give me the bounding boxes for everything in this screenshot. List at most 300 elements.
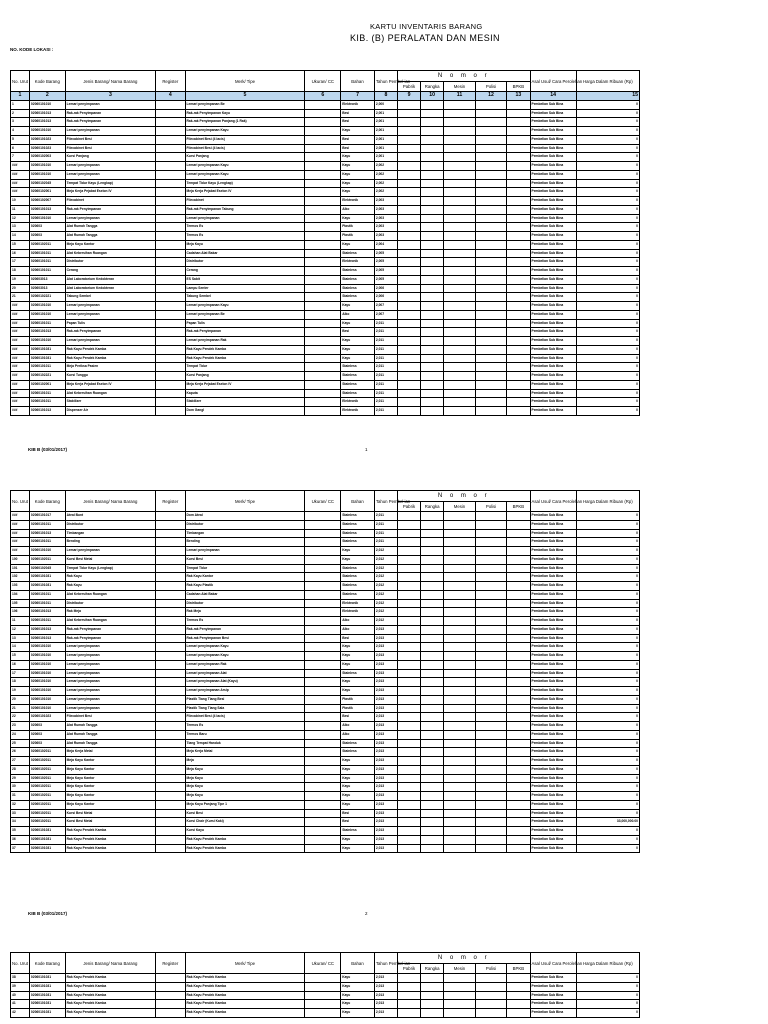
cell-harga: 0 bbox=[576, 407, 639, 416]
cell-bahan: Stainless bbox=[341, 275, 375, 284]
cell-rangka bbox=[421, 991, 444, 1000]
cell-rangka bbox=[421, 547, 444, 556]
cell-harga: 0 bbox=[576, 974, 639, 983]
cell-bahan: Besi bbox=[341, 818, 375, 827]
cell-asal: Pembelian Sub Bina bbox=[530, 214, 576, 223]
table-row bbox=[11, 337, 640, 346]
cell-kode: 02060102011 bbox=[29, 792, 65, 801]
cell-jenis: Filecabinet bbox=[65, 197, 155, 206]
cell-polisi bbox=[475, 214, 507, 223]
cell-jenis: Lemari penyimpanan bbox=[65, 100, 155, 109]
cell-merk: Rak Meja bbox=[185, 608, 305, 617]
table-row bbox=[11, 512, 640, 521]
cell-ukuran bbox=[305, 643, 341, 652]
cell-rangka bbox=[421, 284, 444, 293]
cell-polisi bbox=[475, 529, 507, 538]
cell-bpkb bbox=[507, 704, 530, 713]
column-number: 14 bbox=[530, 92, 576, 101]
cell-tahun: 2,006 bbox=[374, 284, 397, 293]
cell-merk: Rak Kayu Kantor bbox=[185, 573, 305, 582]
cell-tahun: 2,011 bbox=[374, 407, 397, 416]
cell-rangka bbox=[421, 144, 444, 153]
cell-jenis: Lemari penyimpanan bbox=[65, 695, 155, 704]
cell-bahan: Kayu bbox=[341, 643, 375, 652]
table-row bbox=[11, 275, 640, 284]
col-merk-tipe: Merk/ Tipe bbox=[185, 491, 305, 512]
cell-kode: 02060101010 bbox=[29, 547, 65, 556]
table-row bbox=[11, 100, 640, 109]
cell-ukuran bbox=[305, 617, 341, 626]
cell-kode: 02060102011 bbox=[29, 748, 65, 757]
cell-no: 3 bbox=[11, 118, 30, 127]
cell-harga: 0 bbox=[576, 153, 639, 162]
cell-ukuran bbox=[305, 205, 341, 214]
cell-pabrik bbox=[397, 652, 420, 661]
cell-rangka bbox=[421, 783, 444, 792]
cell-polisi bbox=[475, 573, 507, 582]
cell-no: 20 bbox=[11, 695, 30, 704]
cell-no: 14 bbox=[11, 643, 30, 652]
cell-rangka bbox=[421, 398, 444, 407]
cell-tahun: 2,013 bbox=[374, 730, 397, 739]
column-number: 6 bbox=[305, 92, 341, 101]
cell-bpkb bbox=[507, 792, 530, 801]
cell-bpkb bbox=[507, 669, 530, 678]
cell-no: 1 bbox=[11, 100, 30, 109]
cell-ukuran bbox=[305, 214, 341, 223]
cell-tahun: 2,002 bbox=[374, 170, 397, 179]
cell-polisi bbox=[475, 293, 507, 302]
cell-pabrik bbox=[397, 835, 420, 844]
cell-rangka bbox=[421, 617, 444, 626]
col-polisi: Polisi bbox=[475, 82, 507, 92]
cell-bpkb bbox=[507, 643, 530, 652]
cell-register bbox=[156, 809, 185, 818]
page-footer-code: KIB B (03/01/2017) bbox=[28, 911, 68, 916]
cell-tahun: 2,002 bbox=[374, 162, 397, 171]
cell-mesin bbox=[444, 555, 476, 564]
cell-register bbox=[156, 739, 185, 748]
cell-asal: Pembelian Sub Bina bbox=[530, 713, 576, 722]
cell-bahan: Stainless bbox=[341, 827, 375, 836]
cell-harga: 0 bbox=[576, 678, 639, 687]
cell-rangka bbox=[421, 214, 444, 223]
cell-polisi bbox=[475, 538, 507, 547]
cell-bpkb bbox=[507, 284, 530, 293]
cell-tahun: 2,012 bbox=[374, 582, 397, 591]
cell-jenis: Lemari penyimpanan bbox=[65, 678, 155, 687]
cell-pabrik bbox=[397, 144, 420, 153]
cell-rangka bbox=[421, 127, 444, 136]
cell-rangka bbox=[421, 608, 444, 617]
cell-harga: 0 bbox=[576, 765, 639, 774]
cell-ukuran bbox=[305, 118, 341, 127]
cell-jenis: Alat Rumah Tangga bbox=[65, 223, 155, 232]
cell-polisi bbox=[475, 337, 507, 346]
cell-jenis: Meja Kayu Kantor bbox=[65, 800, 155, 809]
table-row bbox=[11, 293, 640, 302]
kode-lokasi-label: NO. KODE LOKASI : bbox=[10, 47, 54, 52]
cell-register bbox=[156, 547, 185, 556]
cell-mesin bbox=[444, 328, 476, 337]
cell-jenis: Distributor bbox=[65, 258, 155, 267]
cell-tahun: 2,012 bbox=[374, 599, 397, 608]
cell-mesin bbox=[444, 188, 476, 197]
cell-no: 25 bbox=[11, 739, 30, 748]
table-row bbox=[11, 687, 640, 696]
cell-kode: 02060102011 bbox=[29, 818, 65, 827]
cell-polisi bbox=[475, 258, 507, 267]
cell-mesin bbox=[444, 127, 476, 136]
cell-no: 21 bbox=[11, 293, 30, 302]
cell-no: 18 bbox=[11, 678, 30, 687]
cell-no: 11 bbox=[11, 617, 30, 626]
cell-bpkb bbox=[507, 748, 530, 757]
cell-asal: Pembelian Sub Bina bbox=[530, 302, 576, 311]
cell-register bbox=[156, 538, 185, 547]
cell-bpkb bbox=[507, 407, 530, 416]
col-tahun-pembelian: Tahun Pembel ian bbox=[374, 71, 397, 92]
cell-ukuran bbox=[305, 302, 341, 311]
cell-merk: Rak Kayu Pendek Kamba bbox=[185, 345, 305, 354]
cell-merk: Dom Ateal bbox=[185, 512, 305, 521]
table-row bbox=[11, 765, 640, 774]
cell-pabrik bbox=[397, 354, 420, 363]
cell-pabrik bbox=[397, 345, 420, 354]
cell-bahan: Stainless bbox=[341, 573, 375, 582]
cell-jenis: Lemari penyimpanan bbox=[65, 687, 155, 696]
cell-merk: Termos Baru bbox=[185, 730, 305, 739]
table-row bbox=[11, 319, 640, 328]
cell-no: ### bbox=[11, 398, 30, 407]
cell-register bbox=[156, 827, 185, 836]
cell-bahan: Elektronik bbox=[341, 599, 375, 608]
cell-no: 17 bbox=[11, 669, 30, 678]
cell-kode: 02060101010 bbox=[29, 302, 65, 311]
table-row bbox=[11, 844, 640, 853]
table-row bbox=[11, 135, 640, 144]
cell-bpkb bbox=[507, 389, 530, 398]
cell-merk: Lemari penyimpanan Be bbox=[185, 100, 305, 109]
cell-jenis: Lemari penyimpanan bbox=[65, 704, 155, 713]
cell-register bbox=[156, 337, 185, 346]
cell-bpkb bbox=[507, 818, 530, 827]
cell-jenis: Alat Kebersihan Ruangan bbox=[65, 617, 155, 626]
cell-harga: 0 bbox=[576, 232, 639, 241]
col-nomor-group: N o m o r bbox=[397, 953, 530, 964]
cell-rangka bbox=[421, 774, 444, 783]
cell-bpkb bbox=[507, 625, 530, 634]
cell-tahun: 2,012 bbox=[374, 590, 397, 599]
cell-bahan: Alko bbox=[341, 310, 375, 319]
cell-jenis: Meja Kayu Kantor bbox=[65, 765, 155, 774]
cell-jenis: Filecabinet Besi bbox=[65, 713, 155, 722]
cell-tahun: 2,011 bbox=[374, 345, 397, 354]
cell-rangka bbox=[421, 704, 444, 713]
cell-asal: Pembelian Sub Bina bbox=[530, 555, 576, 564]
table-header bbox=[11, 491, 640, 512]
col-asal-usul: Asal Usul/ Cara Perolehan bbox=[530, 71, 576, 92]
cell-bpkb bbox=[507, 354, 530, 363]
cell-kode: 02060102011 bbox=[29, 783, 65, 792]
cell-merk: Cerang bbox=[185, 267, 305, 276]
cell-merk: Termos Es bbox=[185, 617, 305, 626]
cell-rangka bbox=[421, 302, 444, 311]
cell-asal: Pembelian Sub Bina bbox=[530, 354, 576, 363]
cell-jenis: Lemari penyimpanan bbox=[65, 660, 155, 669]
cell-pabrik bbox=[397, 284, 420, 293]
cell-ukuran bbox=[305, 529, 341, 538]
cell-polisi bbox=[475, 389, 507, 398]
cell-rangka bbox=[421, 652, 444, 661]
cell-ukuran bbox=[305, 774, 341, 783]
cell-polisi bbox=[475, 170, 507, 179]
cell-ukuran bbox=[305, 170, 341, 179]
cell-merk: Meja Kayu bbox=[185, 765, 305, 774]
cell-mesin bbox=[444, 608, 476, 617]
cell-mesin bbox=[444, 135, 476, 144]
col-ukuran-cc: Ukuran/ CC bbox=[305, 953, 341, 974]
cell-bahan: Kayu bbox=[341, 982, 375, 991]
cell-ukuran bbox=[305, 267, 341, 276]
cell-kode: 02060101031 bbox=[29, 573, 65, 582]
cell-bahan: Kayu bbox=[341, 354, 375, 363]
cell-pabrik bbox=[397, 118, 420, 127]
cell-merk: Distributor bbox=[185, 258, 305, 267]
cell-asal: Pembelian Sub Bina bbox=[530, 249, 576, 258]
cell-tahun: 2,013 bbox=[374, 713, 397, 722]
cell-pabrik bbox=[397, 547, 420, 556]
cell-register bbox=[156, 555, 185, 564]
cell-pabrik bbox=[397, 643, 420, 652]
cell-bpkb bbox=[507, 555, 530, 564]
table-row bbox=[11, 547, 640, 556]
cell-polisi bbox=[475, 730, 507, 739]
cell-rangka bbox=[421, 512, 444, 521]
cell-no: ### bbox=[11, 188, 30, 197]
cell-mesin bbox=[444, 337, 476, 346]
cell-bahan: Alko bbox=[341, 625, 375, 634]
cell-harga: 0 bbox=[576, 982, 639, 991]
cell-no: 33 bbox=[11, 809, 30, 818]
cell-kode: 02060102001 bbox=[29, 380, 65, 389]
cell-harga: 0 bbox=[576, 188, 639, 197]
cell-polisi bbox=[475, 520, 507, 529]
cell-jenis: Lemari penyimpanan bbox=[65, 162, 155, 171]
col-polisi: Polisi bbox=[475, 964, 507, 974]
cell-mesin bbox=[444, 730, 476, 739]
table-body bbox=[11, 974, 640, 1018]
cell-register bbox=[156, 520, 185, 529]
cell-no: ### bbox=[11, 310, 30, 319]
cell-rangka bbox=[421, 100, 444, 109]
cell-no: ### bbox=[11, 372, 30, 381]
col-kode-barang: Kode Barang bbox=[29, 71, 65, 92]
cell-merk: Rak Kayu Pendek Kamba bbox=[185, 991, 305, 1000]
cell-merk: Kursi Chair (Kursi Kaki) bbox=[185, 818, 305, 827]
cell-rangka bbox=[421, 389, 444, 398]
cell-bahan: Kayu bbox=[341, 774, 375, 783]
cell-ukuran bbox=[305, 590, 341, 599]
col-register: Register bbox=[156, 491, 185, 512]
cell-ukuran bbox=[305, 652, 341, 661]
cell-rangka bbox=[421, 765, 444, 774]
cell-mesin bbox=[444, 153, 476, 162]
cell-kode: 02060102221 bbox=[29, 293, 65, 302]
cell-bahan: Stainless bbox=[341, 293, 375, 302]
cell-pabrik bbox=[397, 275, 420, 284]
cell-asal: Pembelian Sub Bina bbox=[530, 337, 576, 346]
cell-harga: 0 bbox=[576, 337, 639, 346]
cell-polisi bbox=[475, 555, 507, 564]
cell-asal: Pembelian Sub Bina bbox=[530, 573, 576, 582]
cell-pabrik bbox=[397, 372, 420, 381]
cell-no: ### bbox=[11, 380, 30, 389]
table-row bbox=[11, 625, 640, 634]
cell-polisi bbox=[475, 678, 507, 687]
cell-mesin bbox=[444, 310, 476, 319]
cell-pabrik bbox=[397, 774, 420, 783]
cell-tahun: 2,013 bbox=[374, 660, 397, 669]
cell-merk: Rak-rak Penyimpanan bbox=[185, 328, 305, 337]
cell-tahun: 2,005 bbox=[374, 249, 397, 258]
cell-jenis: Lemari penyimpanan bbox=[65, 337, 155, 346]
cell-tahun: 2,013 bbox=[374, 739, 397, 748]
cell-ukuran bbox=[305, 783, 341, 792]
cell-jenis: Stabilizer bbox=[65, 398, 155, 407]
cell-pabrik bbox=[397, 991, 420, 1000]
cell-tahun: 2,000 bbox=[374, 100, 397, 109]
table-row bbox=[11, 538, 640, 547]
cell-ukuran bbox=[305, 625, 341, 634]
cell-no: 13 bbox=[11, 223, 30, 232]
cell-register bbox=[156, 625, 185, 634]
cell-bahan: Besi bbox=[341, 809, 375, 818]
cell-asal: Pembelian Sub Bina bbox=[530, 844, 576, 853]
cell-polisi bbox=[475, 407, 507, 416]
cell-mesin bbox=[444, 617, 476, 626]
table-row bbox=[11, 713, 640, 722]
cell-mesin bbox=[444, 792, 476, 801]
cell-polisi bbox=[475, 188, 507, 197]
cell-no: 106 bbox=[11, 608, 30, 617]
cell-bpkb bbox=[507, 730, 530, 739]
col-harga: Harga Dalam Ribuan (Rp) bbox=[576, 71, 639, 92]
cell-no: 102 bbox=[11, 573, 30, 582]
cell-harga: 0 bbox=[576, 127, 639, 136]
column-number: 13 bbox=[507, 92, 530, 101]
cell-register bbox=[156, 354, 185, 363]
cell-jenis: Rak Kayu bbox=[65, 573, 155, 582]
cell-pabrik bbox=[397, 844, 420, 853]
cell-pabrik bbox=[397, 687, 420, 696]
col-bahan: Bahan bbox=[341, 71, 375, 92]
cell-asal: Pembelian Sub Bina bbox=[530, 284, 576, 293]
cell-rangka bbox=[421, 179, 444, 188]
cell-pabrik bbox=[397, 669, 420, 678]
cell-asal: Pembelian Sub Bina bbox=[530, 372, 576, 381]
cell-tahun: 2,011 bbox=[374, 363, 397, 372]
cell-rangka bbox=[421, 319, 444, 328]
cell-rangka bbox=[421, 757, 444, 766]
table-row bbox=[11, 179, 640, 188]
col-nomor-group: N o m o r bbox=[397, 71, 530, 82]
table-row bbox=[11, 704, 640, 713]
cell-bpkb bbox=[507, 232, 530, 241]
table-row bbox=[11, 529, 640, 538]
cell-register bbox=[156, 223, 185, 232]
table-row bbox=[11, 982, 640, 991]
cell-no: 7 bbox=[11, 153, 30, 162]
cell-polisi bbox=[475, 800, 507, 809]
table-row bbox=[11, 660, 640, 669]
cell-jenis: Rak Kayu bbox=[65, 582, 155, 591]
cell-bpkb bbox=[507, 538, 530, 547]
cell-tahun: 2,013 bbox=[374, 792, 397, 801]
cell-asal: Pembelian Sub Bina bbox=[530, 275, 576, 284]
cell-ukuran bbox=[305, 835, 341, 844]
cell-pabrik bbox=[397, 398, 420, 407]
cell-register bbox=[156, 407, 185, 416]
cell-merk: Meja Kayu Panjang Tipe 1 bbox=[185, 800, 305, 809]
cell-register bbox=[156, 844, 185, 853]
cell-rangka bbox=[421, 800, 444, 809]
cell-merk: Distributor bbox=[185, 599, 305, 608]
cell-merk: Cadahan Alat Bakar bbox=[185, 249, 305, 258]
cell-merk: Lemari penyimpanan bbox=[185, 547, 305, 556]
cell-merk: Meja Kayu bbox=[185, 783, 305, 792]
column-number: 2 bbox=[29, 92, 65, 101]
cell-no: 32 bbox=[11, 800, 30, 809]
cell-register bbox=[156, 634, 185, 643]
cell-mesin bbox=[444, 529, 476, 538]
page-number: 1 bbox=[365, 447, 368, 452]
cell-register bbox=[156, 669, 185, 678]
cell-polisi bbox=[475, 275, 507, 284]
cell-kode: 02060101023 bbox=[29, 135, 65, 144]
cell-ukuran bbox=[305, 135, 341, 144]
cell-bpkb bbox=[507, 695, 530, 704]
cell-no: 16 bbox=[11, 660, 30, 669]
cell-asal: Pembelian Sub Bina bbox=[530, 634, 576, 643]
cell-kode: 02060102007 bbox=[29, 197, 65, 206]
cell-tahun: 2,013 bbox=[374, 827, 397, 836]
cell-asal: Pembelian Sub Bina bbox=[530, 757, 576, 766]
cell-jenis: Filecabinet Besi bbox=[65, 135, 155, 144]
cell-ukuran bbox=[305, 669, 341, 678]
cell-jenis: Meja Kayu Kantor bbox=[65, 757, 155, 766]
cell-asal: Pembelian Sub Bina bbox=[530, 328, 576, 337]
table-row bbox=[11, 792, 640, 801]
cell-bahan: Besi bbox=[341, 109, 375, 118]
cell-bpkb bbox=[507, 310, 530, 319]
cell-jenis: Tabung Sembel bbox=[65, 293, 155, 302]
cell-pabrik bbox=[397, 188, 420, 197]
cell-no: ### bbox=[11, 363, 30, 372]
cell-harga: 0 bbox=[576, 704, 639, 713]
cell-harga: 0 bbox=[576, 783, 639, 792]
cell-bpkb bbox=[507, 991, 530, 1000]
cell-ukuran bbox=[305, 223, 341, 232]
cell-bahan: Kayu bbox=[341, 170, 375, 179]
cell-bpkb bbox=[507, 757, 530, 766]
table-row bbox=[11, 730, 640, 739]
cell-tahun: 2,013 bbox=[374, 809, 397, 818]
cell-polisi bbox=[475, 135, 507, 144]
cell-rangka bbox=[421, 590, 444, 599]
cell-tahun: 2,013 bbox=[374, 844, 397, 853]
cell-polisi bbox=[475, 818, 507, 827]
